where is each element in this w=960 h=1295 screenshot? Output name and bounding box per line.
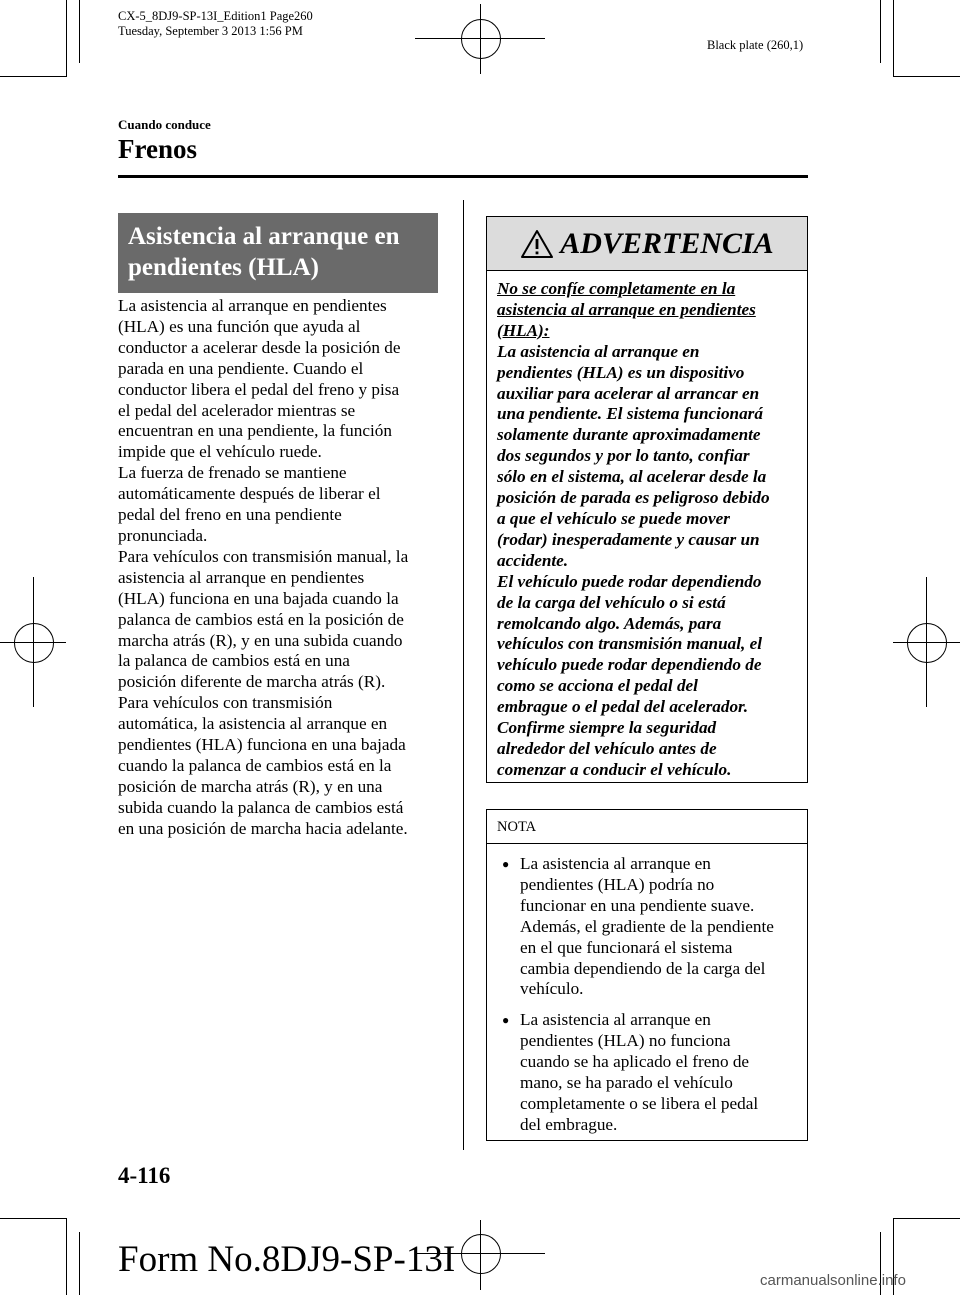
page-number: 4-116 [118, 1163, 171, 1188]
warning-line: vehículo puede rodar dependiendo de [497, 655, 762, 675]
print-info-line-1: CX-5_8DJ9-SP-13I_Edition1 Page260 [118, 9, 313, 23]
warning-line: a que el vehículo se puede mover [497, 508, 730, 528]
body-line: posición diferente de marcha atrás (R). [118, 672, 386, 692]
column-divider [463, 200, 464, 1150]
section-label: Cuando conduce [118, 117, 211, 132]
warning-line: auxiliar para acelerar al arrancar en [497, 383, 760, 403]
warning-line: remolcando algo. Además, para [497, 613, 722, 633]
body-line: conductor a acelerar desde la posición de [118, 337, 401, 357]
bullet-icon: ● [502, 1013, 510, 1028]
body-line: pedal del freno en una pendiente [118, 505, 342, 525]
hla-heading-line-2: pendientes (HLA) [128, 254, 319, 281]
body-line: la palanca de cambios está en una [118, 651, 350, 671]
nota-line: vehículo. [520, 979, 584, 999]
warning-line: dos segundos y por lo tanto, confiar [497, 446, 750, 466]
warning-line: accidente. [497, 550, 569, 570]
nota-line: cambia dependiendo de la carga del [520, 958, 766, 978]
body-line: conductor libera el pedal del freno y pisa [118, 379, 400, 399]
body-line: en una posición de marcha hacia adelante. [118, 818, 408, 838]
warning-title: ADVERTENCIA [560, 226, 774, 260]
body-line: (HLA) es una función que ayuda al [118, 316, 361, 336]
body-line: Para vehículos con transmisión manual, la [118, 546, 409, 566]
warning-underlined-line: asistencia al arranque en pendientes [497, 299, 756, 319]
nota-item [487, 854, 807, 1000]
nota-line: pendientes (HLA) no funciona [520, 1031, 731, 1051]
warning-line: pendientes (HLA) es un dispositivo [497, 362, 745, 382]
warning-line: posición de parada es peligroso debido [497, 488, 770, 508]
body-line: impide que el vehículo ruede. [118, 442, 322, 462]
form-number: Form No.8DJ9-SP-13I [118, 1239, 456, 1280]
hla-body [118, 296, 448, 840]
page-title: Frenos [118, 134, 197, 164]
body-line: el pedal del acelerador mientras se [118, 400, 356, 420]
nota-line: completamente o se libera el pedal [520, 1093, 759, 1113]
body-line: cuando la palanca de cambios está en la [118, 755, 392, 775]
body-line: asistencia al arranque en pendientes [118, 567, 365, 587]
bullet-icon: ● [502, 857, 510, 871]
warning-line: comenzar a conducir el vehículo. [497, 759, 732, 779]
plate-label: Black plate (260,1) [707, 38, 804, 52]
nota-line: Además, el gradiente de la pendiente [520, 916, 774, 936]
body-line: posición de marcha atrás (R), y en una [118, 776, 383, 796]
warning-underlined-line: (HLA): [497, 320, 550, 340]
warning-line: como se acciona el pedal del [497, 676, 698, 696]
body-line: La fuerza de frenado se mantiene [118, 463, 347, 483]
body-line: automática, la asistencia al arranque en [118, 714, 388, 734]
body-line: parada en una pendiente. Cuando el [118, 358, 364, 378]
warning-line: La asistencia al arranque en [497, 341, 700, 361]
warning-body [487, 271, 807, 781]
warning-line: alrededor del vehículo antes de [497, 738, 717, 758]
print-info-line-2: Tuesday, September 3 2013 1:56 PM [118, 24, 303, 38]
body-line: Para vehículos con transmisión [118, 693, 333, 713]
warning-box [486, 216, 808, 783]
nota-line: del embrague. [520, 1114, 618, 1134]
nota-line: La asistencia al arranque en [520, 854, 711, 873]
warning-triangle-icon [520, 229, 554, 259]
body-line: pendientes (HLA) funciona en una bajada [118, 735, 406, 755]
warning-line: solamente durante aproximadamente [497, 425, 761, 445]
warning-header [487, 217, 807, 271]
body-line: (HLA) funciona en una bajada cuando la [118, 588, 399, 608]
body-line: encuentran en una pendiente, la función [118, 421, 392, 441]
warning-line: embrague o el pedal del acelerador. [497, 697, 749, 717]
nota-line: La asistencia al arranque en [520, 1010, 711, 1030]
header-rule [118, 175, 808, 178]
nota-item [487, 1010, 807, 1135]
warning-line: Confirme siempre la seguridad [497, 718, 717, 738]
nota-line: en el que funcionará el sistema [520, 937, 733, 957]
nota-line: pendientes (HLA) podría no [520, 874, 715, 894]
nota-line: mano, se ha parado el vehículo [520, 1073, 733, 1093]
body-line: automáticamente después de liberar el [118, 484, 381, 504]
warning-line: sólo en el sistema, al acelerar desde la [497, 467, 767, 487]
warning-line: vehículos con transmisión manual, el [497, 634, 763, 654]
warning-line: El vehículo puede rodar dependiendo [497, 571, 762, 591]
nota-line: cuando se ha aplicado el freno de [520, 1052, 750, 1072]
body-line: La asistencia al arranque en pendientes [118, 296, 387, 315]
hla-heading-line-1: Asistencia al arranque en [128, 223, 400, 250]
nota-box [486, 809, 808, 1141]
warning-line: una pendiente. El sistema funcionará [497, 404, 763, 424]
warning-line: (rodar) inesperadamente y causar un [497, 529, 760, 549]
body-line: palanca de cambios está en la posición de [118, 609, 404, 629]
warning-line: de la carga del vehículo o si está [497, 592, 726, 612]
body-line: subida cuando la palanca de cambios está [118, 797, 404, 817]
hla-heading [118, 213, 438, 293]
nota-line: funcionar en una pendiente suave. [520, 895, 755, 915]
warning-underlined-line: No se confíe completamente en la [497, 279, 736, 298]
nota-title: NOTA [487, 810, 807, 844]
watermark: carmanualsonline.info [760, 1272, 906, 1289]
body-line: pronunciada. [118, 525, 208, 545]
body-line: marcha atrás (R), y en una subida cuando [118, 630, 403, 650]
